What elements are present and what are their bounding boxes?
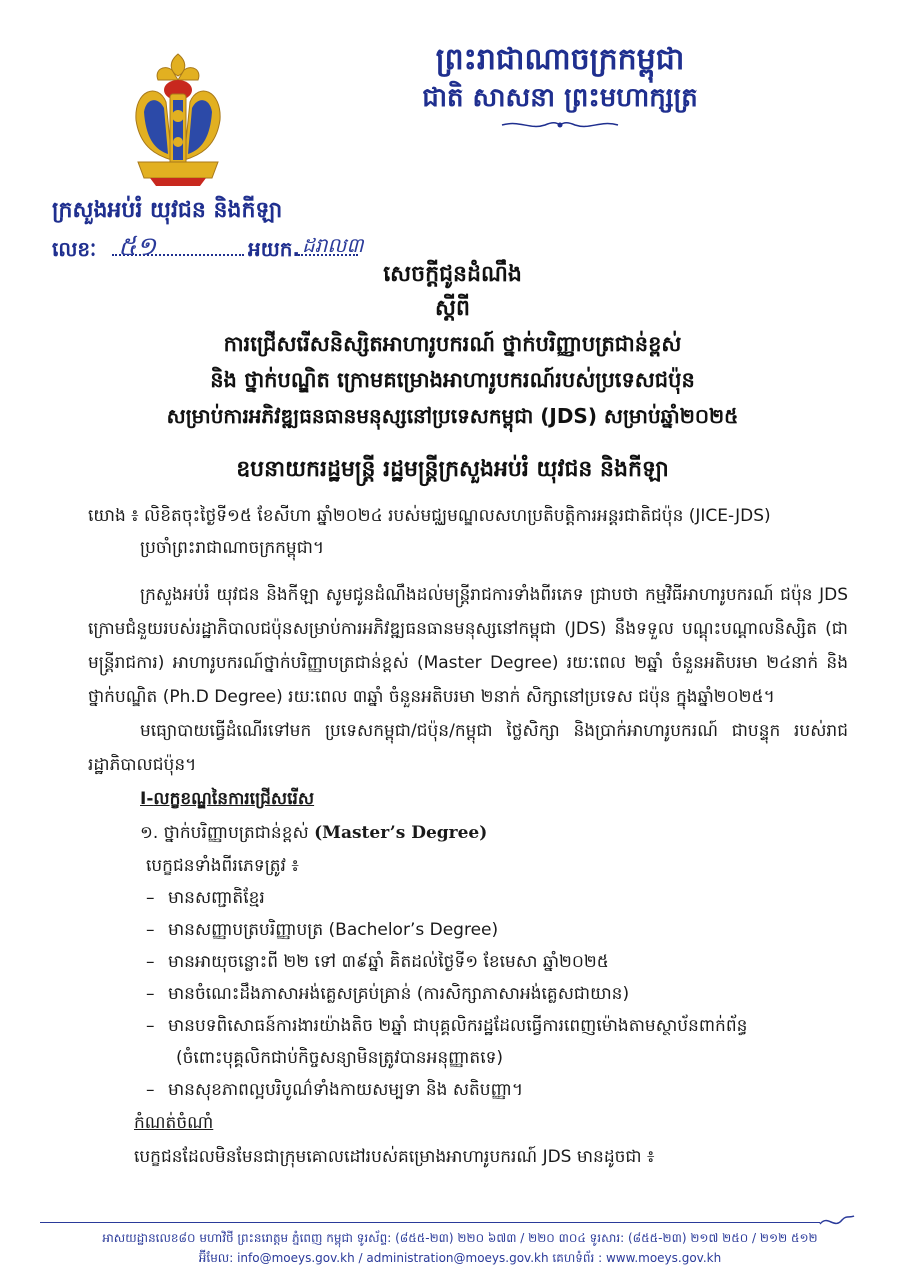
footer-divider (40, 1222, 820, 1223)
reference-line: យោង ៖ លិខិតចុះថ្ងៃទី១៥ ខែសីហា ឆ្នាំ២០២៤ របស់មជ្ឈមណ្ឌលសហប្រតិបត្តិការអន្តរជាតិជប៉ុន (JICE-JDS) (88, 506, 771, 526)
issuer-title: ឧបនាយករដ្ឋមន្ត្រី រដ្ឋមន្ត្រីក្រសួងអប់រំ យុវជន និងកីឡា (236, 457, 669, 482)
ref-label: លេខៈ (52, 237, 97, 261)
document-titles (60, 258, 845, 434)
list-item: – មានសញ្ញាបត្របរិញ្ញាបត្រ (Bachelor’s Degree) (146, 920, 499, 940)
section-heading (140, 782, 848, 816)
notice-about: ស្តីពី (435, 296, 470, 321)
ref-suffix-label: អយក. (248, 237, 301, 261)
notice-subject-line3: សម្រាប់ការអភិវឌ្ឍធនធានមនុស្សនៅប្រទេសកម្ពុជា (JDS) សម្រាប់ឆ្នាំ២០២៥ (166, 404, 739, 428)
ref-number: ៥១ (118, 232, 157, 262)
ref-code: ដរាល៣ (302, 233, 364, 257)
footer-contact (60, 1228, 860, 1268)
paragraph-intro (88, 578, 848, 714)
document-body (88, 500, 848, 1174)
ministry-emblem-icon (128, 50, 228, 188)
footer-address: អាសយដ្ឋានលេខ៨០ មហាវិថី ព្រះនរោត្តម ភ្នំពេញ កម្ពុជា ទូរស័ព្ទ: (៨៥៥-២៣) ២២០ ៦៧៣ / ២២០ ៣០៤ ទូរសារ: (៨៥៥-២៣) ២១៧ ២៥០ / ២១២ ៥១២ (102, 1231, 818, 1245)
list-item: – មានសញ្ជាតិខ្មែរ (146, 888, 265, 908)
requirement-intro: បេក្ខជនទាំងពីរភេទត្រូវ ៖ (146, 856, 299, 876)
kingdom-heading (300, 40, 820, 132)
subsection-heading (140, 816, 848, 850)
kingdom-title: ព្រះរាជាណាចក្រកម្ពុជា (435, 42, 685, 77)
note-text: បេក្ខជនដែលមិនមែនជាក្រុមគោលដៅរបស់គម្រោងអាហារូបករណ៍ JDS មានដូចជា ៖ (134, 1147, 655, 1167)
subsection-title-kh: ១. ថ្នាក់បរិញ្ញាបត្រជាន់ខ្ពស់ (140, 823, 309, 843)
reference-block (88, 500, 848, 564)
ministry-name: ក្រសួងអប់រំ យុវជន និងកីឡា (52, 198, 283, 223)
list-item: – មានបទពិសោធន៍ការងារយ៉ាងតិច ២ឆ្នាំ ជាបុគ្គលិករដ្ឋដែលធ្វើការពេញម៉ោងតាមស្ថាប័នពាក់ព័ន្ធ (ចំពោះបុគ្គលិកជាប់កិច្ចសន្យាមិនត្រូវបានអនុញ្ញាតទេ) (146, 1010, 848, 1074)
note-heading: កំណត់ចំណាំ (134, 1113, 214, 1133)
list-item: – មានចំណេះដឹងភាសាអង់គ្លេសគ្រប់គ្រាន់ (ការសិក្សាភាសាអង់គ្លេសជាយាន) (146, 984, 630, 1004)
notice-subject-line1: ការជ្រើសរើសនិស្សិតអាហារូបករណ៍ ថ្នាក់បរិញ្ញាបត្រជាន់ខ្ពស់ (223, 332, 682, 356)
list-item-continuation: (ចំពោះបុគ្គលិកជាប់កិច្ចសន្យាមិនត្រូវបានអនុញ្ញាតទេ) (176, 1048, 504, 1068)
national-motto: ជាតិ សាសនា ព្រះមហាក្សត្រ (422, 83, 698, 113)
notice-title: សេចក្តីជូនដំណឹង (383, 262, 522, 287)
paragraph-travel-text: មធ្យោបាយធ្វើដំណើរទៅមក ប្រទេសកម្ពុជា/ជប៉ុន/កម្ពុជា ថ្លៃសិក្សា និងប្រាក់អាហារូបករណ៍ ជាបន្ទុក របស់រាជរដ្ឋាភិបាលជប៉ុន។ (88, 721, 848, 775)
list-item: – មានអាយុចន្លោះពី ២២ ទៅ ៣៩ឆ្នាំ គិតដល់ថ្ងៃទី១ ខែមេសា ឆ្នាំ២០២៥ (146, 952, 609, 972)
subsection-title-en: (Master’s Degree) (314, 823, 488, 843)
footer-email-web: អ៊ីមែល: info@moeys.gov.kh / administration@moeys.gov.kh គេហទំព័រ : www.moeys.gov.kh (198, 1251, 722, 1265)
ornament-divider-icon (500, 118, 620, 132)
notice-subject-line2: និង ថ្នាក់បណ្ឌិត ក្រោមគម្រោងអាហារូបករណ៍របស់ប្រទេសជប៉ុន (210, 368, 695, 392)
paragraph-travel (88, 714, 848, 782)
section-prefix: I- (140, 789, 154, 809)
section-title: លក្ខខណ្ឌនៃការជ្រើសរើស (153, 789, 315, 809)
requirement-list (146, 882, 848, 1106)
paragraph-intro-text: ក្រសួងអប់រំ យុវជន និងកីឡា សូមជូនដំណឹងដល់មន្ត្រីរាជការទាំងពីរភេទ ជ្រាបថា កម្មវិធីអាហារូបករណ៍ ជប៉ុន JDS ក្រោមជំនួយរបស់រដ្ឋាភិបាលជប៉ុនសម្រាប់ការអភិវឌ្ឍធនធានមនុស្សនៅកម្ពុជា (JDS) នឹងទទួល បណ្តុះបណ្តាលនិស្សិត (ជាមន្ត្រីរាជការ) អាហារូបករណ៍ថ្នាក់បរិញ្ញាបត្រជាន់ខ្ពស់ (Master Degree) រយៈពេល ២ឆ្នាំ ចំនួនអតិបរមា ២៤នាក់ និង ថ្នាក់បណ្ឌិត (Ph.D Degree) រយៈពេល ៣ឆ្នាំ ចំនួនអតិបរមា ២នាក់ សិក្សានៅប្រទេស ជប៉ុន ក្នុងឆ្នាំ២០២៥។ (88, 585, 848, 707)
list-item: – មានសុខភាពល្អបរិបូណ៌ទាំងកាយសម្បទា និង សតិបញ្ញា។ (146, 1080, 524, 1100)
reference-line-cont: ប្រចាំព្រះរាជាណាចក្រកម្ពុជា។ (140, 538, 325, 558)
